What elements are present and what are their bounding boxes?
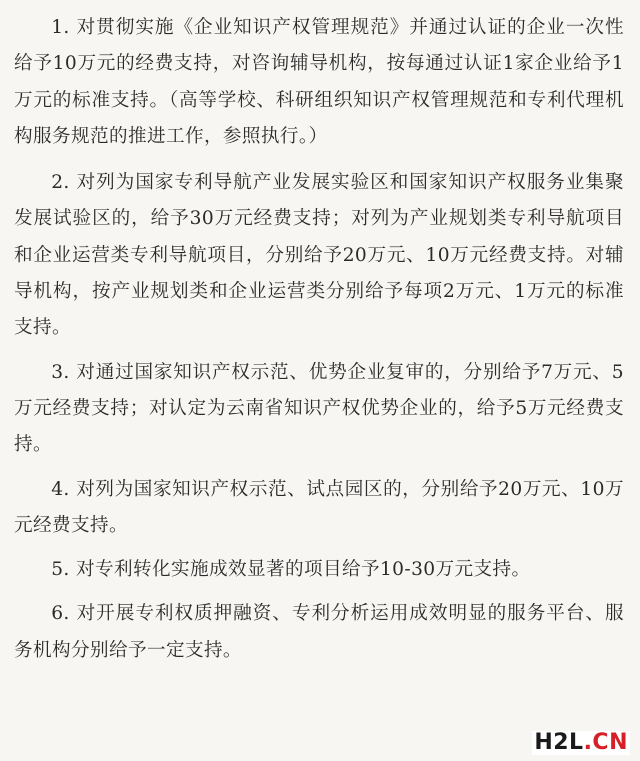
paragraph-5: 5. 对专利转化实施成效显著的项目给予10-30万元支持。 — [51, 559, 531, 581]
site-watermark — [532, 731, 630, 755]
paragraph-4: 4. 对列为国家知识产权示范、试点园区的，分别给予20万元、10万元经费支持。 — [14, 478, 624, 536]
paragraph-3: 3. 对通过国家知识产权示范、优势企业复审的，分别给予7万元、5万元经费支持；对认定为云南省知识产权优势企业的，给予5万元经费支持。 — [14, 361, 624, 456]
watermark-part1: H2L — [534, 730, 584, 755]
watermark-part2: .CN — [583, 730, 628, 755]
paragraph-6: 6. 对开展专利权质押融资、专利分析运用成效明显的服务平台、服务机构分别给予一定支持。 — [14, 603, 624, 661]
paragraph-2: 2. 对列为国家专利导航产业发展实验区和国家知识产权服务业集聚发展试验区的，给予30万元经费支持；对列为产业规划类专利导航项目和企业运营类专利导航项目，分别给予20万元、10万元经费支持。对辅导机构，按产业规划类和企业运营类分别给予每项2万元、1万元的标准支持。 — [14, 172, 624, 339]
paragraph-1: 1. 对贯彻实施《企业知识产权管理规范》并通过认证的企业一次性给予10万元的经费支持，对咨询辅导机构，按每通过认证1家企业给予1万元的标准支持。（高等学校、科研组织知识产权管理规范和专利代理机构服务规范的推进工作，参照执行。） — [14, 17, 624, 147]
